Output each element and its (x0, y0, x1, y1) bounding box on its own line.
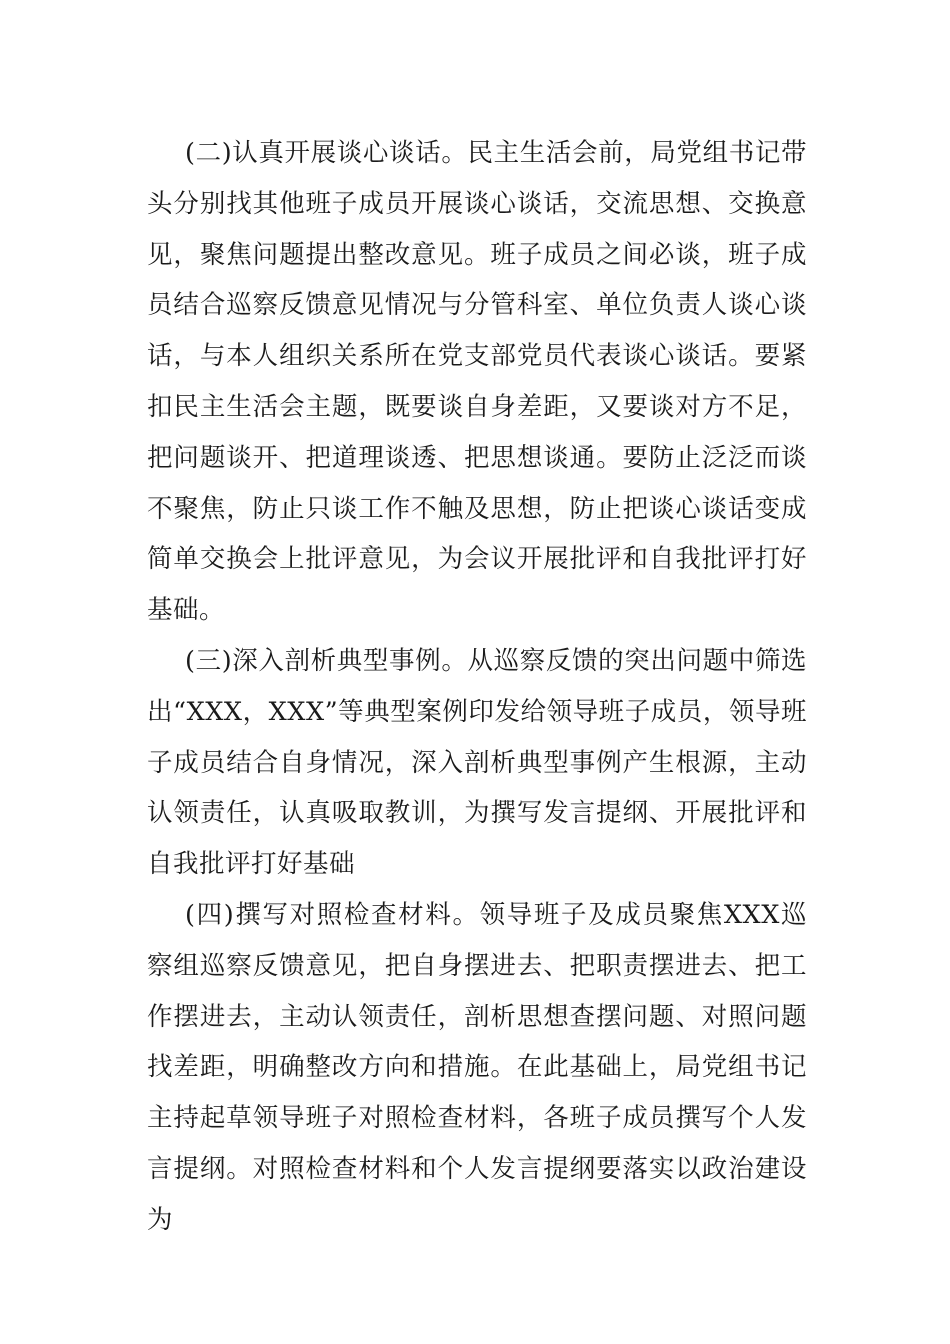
paragraph-inspection-materials: (四)撰写对照检查材料。领导班子及成员聚焦XXX巡察组巡察反馈意见，把自身摆进去、把职责摆进去、把工作摆进去，主动认领责任，剖析思想查摆问题、对照问题找差距，明确整改方向和措施。在此基础上，局党组书记主持起草领导班子对照检查材料，各班子成员撰写个人发言提纲。对照检查材料和个人发言提纲要落实以政治建设为 (147, 899, 807, 1235)
paragraph-typical-cases-analysis: (三)深入剖析典型事例。从巡察反馈的突出问题中筛选出“XXX，XXX”等典型案例印发给领导班子成员，领导班子成员结合自身情况，深入剖析典型事例产生根源，主动认领责任，认真吸取教训，为撰写发言提纲、开展批评和自我批评打好基础 (147, 645, 807, 880)
paragraph-heart-to-heart-talks: (二)认真开展谈心谈话。民主生活会前，局党组书记带头分别找其他班子成员开展谈心谈话，交流思想、交换意见，聚焦问题提出整改意见。班子成员之间必谈，班子成员结合巡察反馈意见情况与分管科室、单位负责人谈心谈话，与本人组织关系所在党支部党员代表谈心谈话。要紧扣民主生活会主题，既要谈自身差距，又要谈对方不足，把问题谈开、把道理谈透、把思想谈通。要防止泛泛而谈不聚焦，防止只谈工作不触及思想，防止把谈心谈话变成简单交换会上批评意见，为会议开展批评和自我批评打好基础。 (147, 138, 807, 626)
document-body (147, 128, 807, 1246)
